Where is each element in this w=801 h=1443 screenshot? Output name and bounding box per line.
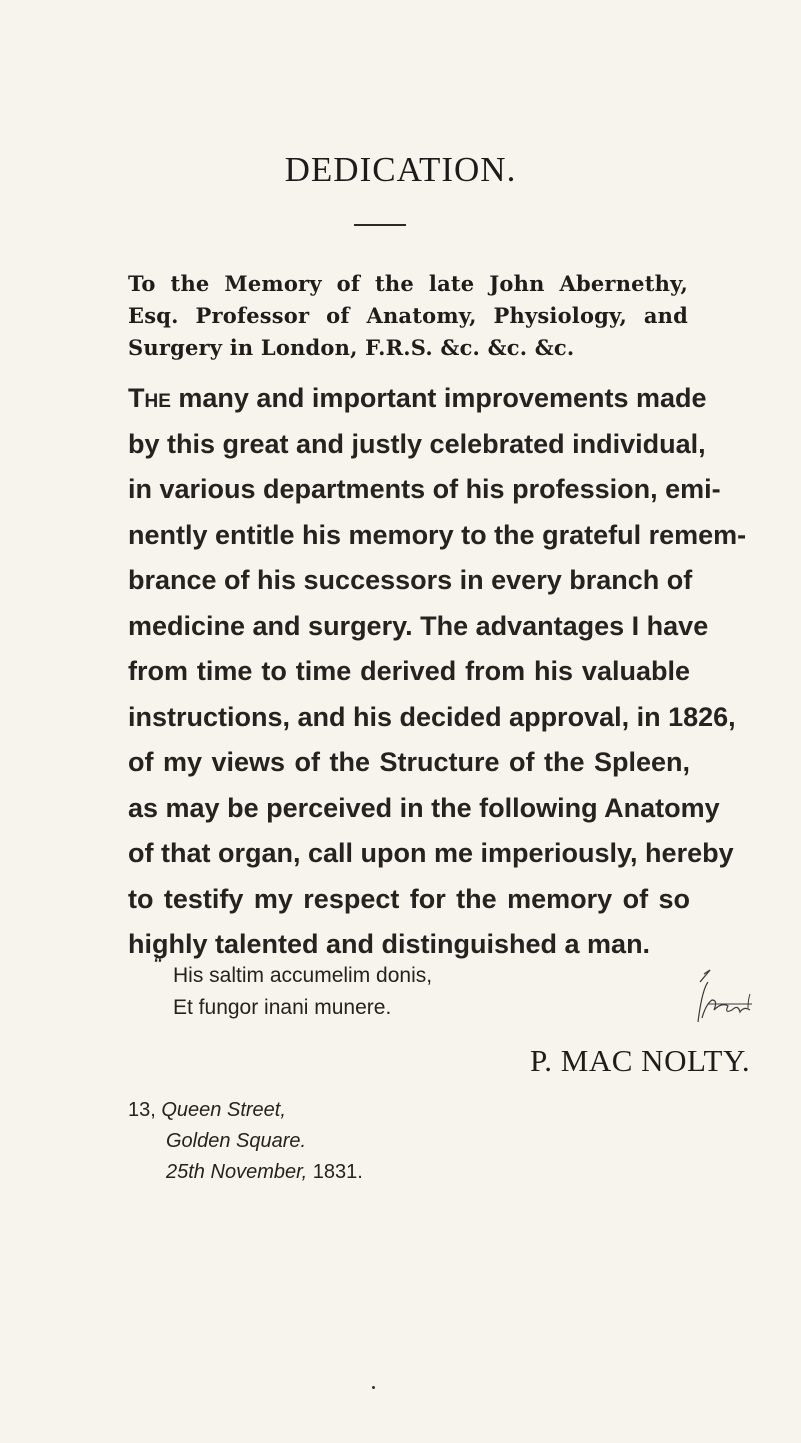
address-date: 25th November, 1831. — [166, 1161, 363, 1183]
address-street: 13, Queen Street, — [128, 1099, 286, 1121]
address-square: Golden Square. — [166, 1130, 307, 1152]
body-line: to testify my respect for the memory of so — [128, 883, 690, 914]
body-line: from time to time derived from his valuable — [128, 656, 690, 686]
dedicatee-line: To the Memory of the late John Abernethy, Esq. Professor of Anatomy, Physiology, and Surgery in London, F.R.S. &c. &c. &c. — [128, 271, 688, 360]
body-line: instructions, and his decided approval, in 1826, — [128, 701, 736, 732]
body-line: as may be perceived in the following Anatomy — [128, 792, 720, 823]
author-signature: P. MAC NOLTY. — [530, 1043, 751, 1078]
quote-line-2: Et fungor inani munere. — [173, 996, 392, 1019]
pen-stroke — [702, 1000, 750, 1018]
body-line: The many and important improvements made — [128, 383, 707, 413]
body-line: medicine and surgery. The advantages I have — [128, 610, 709, 641]
handwritten-annotation — [688, 960, 768, 1030]
title-divider — [354, 224, 406, 226]
body-line: in various departments of his profession, emi- — [128, 474, 721, 504]
body-line: nently entitle his memory to the grateful remem- — [128, 519, 747, 550]
page-title: DEDICATION. — [284, 150, 517, 189]
body-line: by this great and justly celebrated individual, — [128, 428, 706, 459]
handwritten-quote-mark: “ — [153, 952, 161, 979]
page-mark — [372, 1386, 375, 1389]
quote-line-1: His saltim accumelim donis, — [173, 964, 433, 987]
body-line: brance of his successors in every branch of — [128, 565, 693, 595]
body-line: highly talented and distinguished a man. — [128, 929, 651, 959]
dedication-body — [128, 376, 747, 968]
body-line: of my views of the Structure of the Spleen, — [128, 747, 690, 777]
pen-stroke — [700, 970, 710, 982]
pen-stroke — [748, 994, 750, 1008]
address-block — [128, 1095, 363, 1188]
latin-quote — [153, 952, 433, 1024]
opening-word: The — [128, 383, 171, 413]
body-line: of that organ, call upon me imperiously, hereby — [128, 838, 734, 868]
